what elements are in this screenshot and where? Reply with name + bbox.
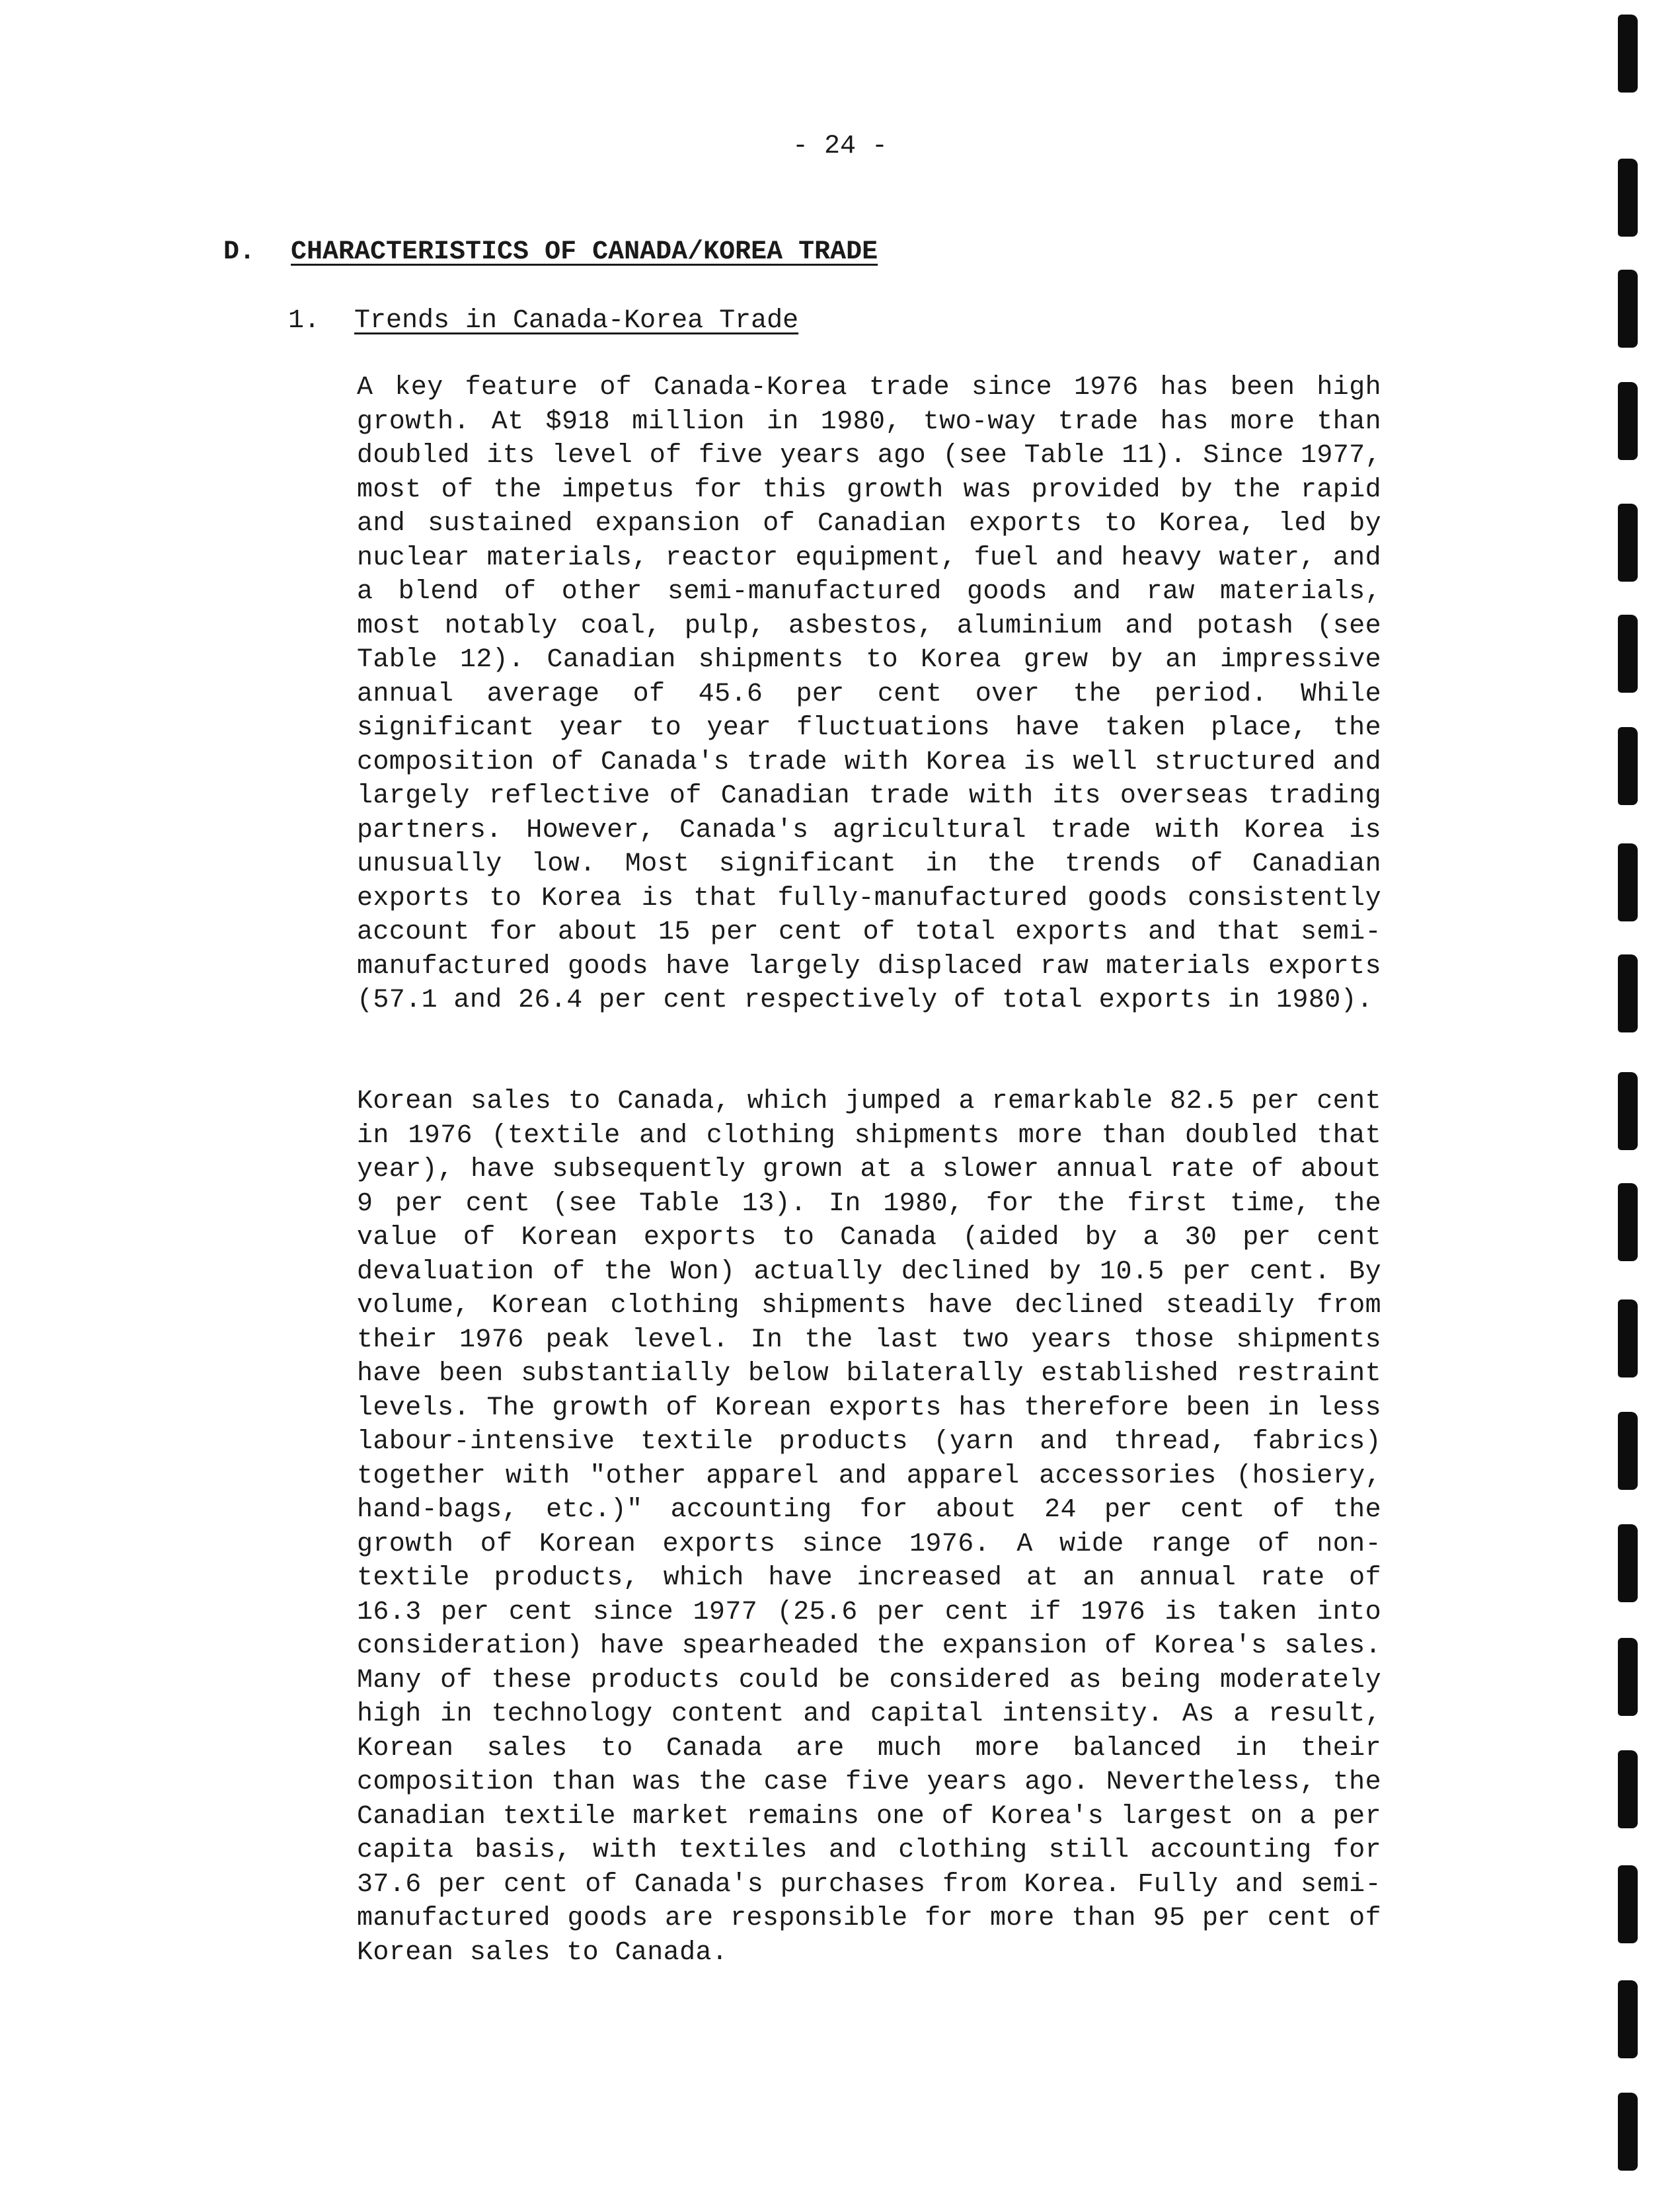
binding-hole-strip [1618,0,1644,2209]
binding-mark [1618,382,1638,460]
section-title: CHARACTERISTICS OF CANADA/KOREA TRADE [291,237,878,267]
binding-mark [1618,1750,1638,1828]
binding-mark [1618,2093,1638,2171]
page-number: - 24 - [792,132,888,161]
binding-mark [1618,1980,1638,2058]
subsection-heading [288,305,799,337]
subsection-title: Trends in Canada-Korea Trade [354,306,799,336]
section-letter: D. [223,237,256,267]
binding-mark [1618,1865,1638,1943]
section-heading [223,237,878,268]
binding-mark [1618,1638,1638,1716]
binding-mark [1618,954,1638,1032]
binding-mark [1618,1299,1638,1377]
paragraph-canadian-exports: A key feature of Canada-Korea trade since 1976 has been high growth. At $918 million in 1980, two-way trade has more than doubled its level of five years ago (see Table 11). Since 1977, most of the impetus for this growth was provided by the rapid and sustained expansion of Canadian exports to Korea, led by nuclear materials, reactor equipment, fuel and heavy water, and a blend of other semi-manufactured goods and raw materials, most notably coal, pulp, asbestos, aluminium and potash (see Table 12). Canadian shipments to Korea grew by an impressive annual average of 45.6 per cent over the period. While significant year to year fluctuations have taken place, the composition of Canada's trade with Korea is well structured and largely reflective of Canadian trade with its overseas trading partners. However, Canada's agricultural trade with Korea is unusually low. Most significant in the trends of Canadian exports to Korea is that fully-manufactured goods consistently account for about 15 per cent of total exports and that semi-manufactured goods have largely displaced raw materials exports (57.1 and 26.4 per cent respectively of total exports in 1980). [357,373,1381,1015]
binding-mark [1618,1524,1638,1602]
binding-mark [1618,615,1638,693]
binding-mark [1618,843,1638,921]
binding-mark [1618,504,1638,582]
binding-mark [1618,270,1638,348]
paragraph-korean-sales: Korean sales to Canada, which jumped a remarkable 82.5 per cent in 1976 (textile and clothing shipments more than doubled that year), have subsequently grown at a slower annual rate of about 9 per cent (see Table 13). In 1980, for the first time, the value of Korean exports to Canada (aided by a 30 per cent devaluation of the Won) actually declined by 10.5 per cent. By volume, Korean clothing shipments have declined steadily from their 1976 peak level. In the last two years those shipments have been substantially below bilaterally established restraint levels. The growth of Korean exports has therefore been in less labour-intensive textile products (yarn and thread, fabrics) together with "other apparel and apparel accessories (hosiery, hand-bags, etc.)" accounting for about 24 per cent of the growth of Korean exports since 1976. A wide range of non-textile products, which have increased at an annual rate of 16.3 per cent since 1977 (25.6 per cent if 1976 is taken into consideration) have spearheaded the expansion of Korea's sales. Many of these products could be considered as being moderately high in technology content and capital intensity. As a result, Korean sales to Canada are much more balanced in their composition than was the case five years ago. Nevertheless, the Canadian textile market remains one of Korea's largest on a per capita basis, with textiles and clothing still accounting for 37.6 per cent of Canada's purchases from Korea. Fully and semi-manufactured goods are responsible for more than 95 per cent of Korean sales to Canada. [357,1087,1381,1968]
binding-mark [1618,727,1638,805]
binding-mark [1618,1412,1638,1490]
subsection-number: 1. [288,306,321,336]
binding-mark [1618,1183,1638,1261]
binding-mark [1618,15,1638,93]
binding-mark [1618,159,1638,237]
binding-mark [1618,1072,1638,1150]
